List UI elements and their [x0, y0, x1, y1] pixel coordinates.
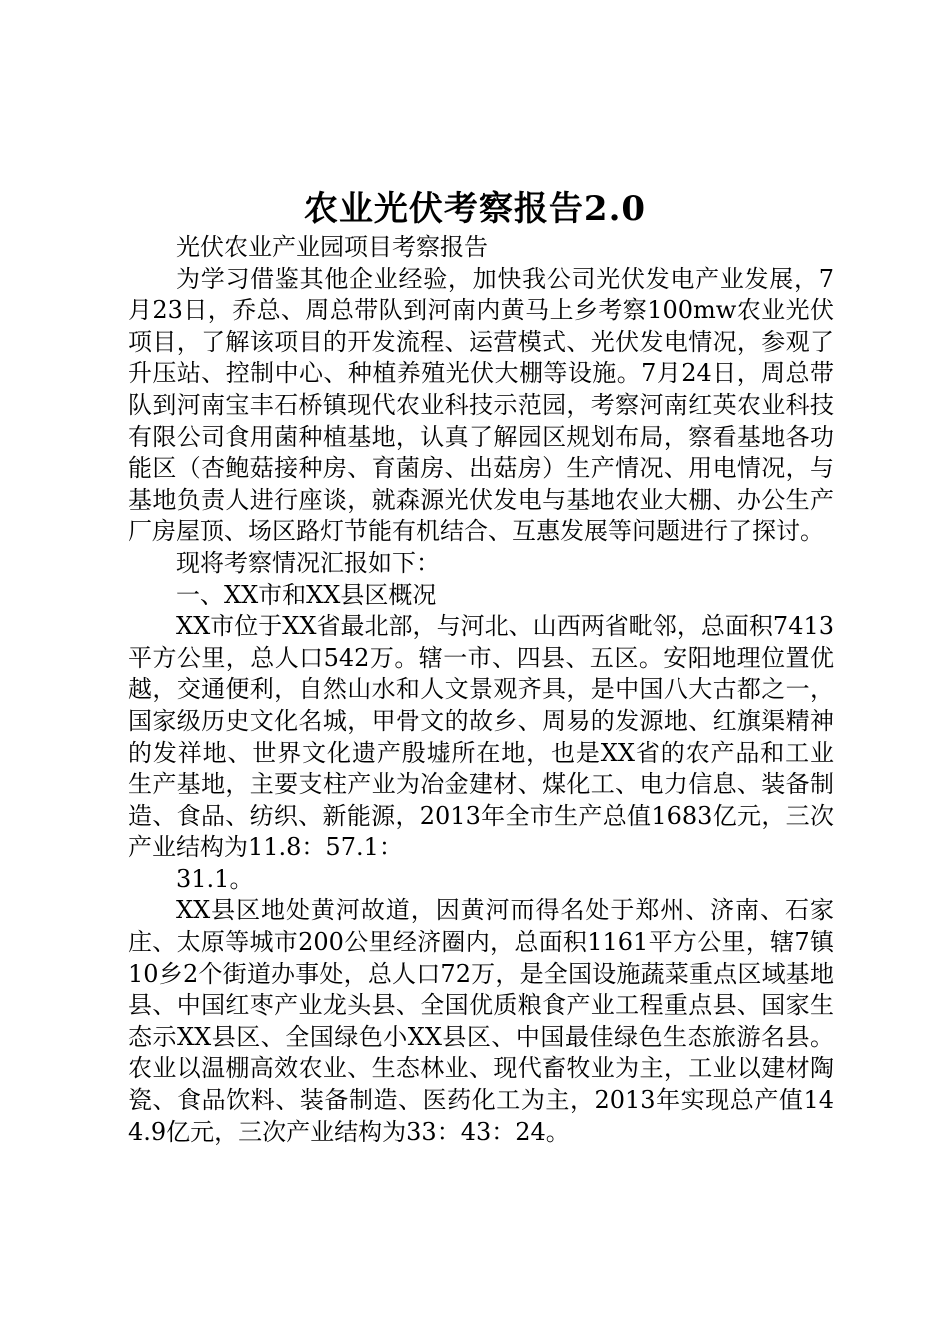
paragraph-subtitle: 光伏农业产业园项目考察报告: [176, 233, 488, 261]
paragraph-county-overview: XX县区地处黄河故道，因黄河而得名处于郑州、济南、石家庄、太原等城市200公里经济圈内，总面积1161平方公里，辖7镇10乡2个街道办事处，总人口72万，是全国设施蔬菜重点区域基地县、中国红枣产业龙头县、全国优质粮食产业工程重点县、国家生态示XX县区、全国绿色小XX县区、中国最佳绿色生态旅游名县。农业以温棚高效农业、生态林业、现代畜牧业为主，工业以建材陶瓷、食品饮料、装备制造、医药化工为主，2013年实现总产值144.9亿元，三次产业结构为33：43：24。: [128, 896, 834, 1146]
document-body: [128, 232, 834, 1148]
paragraph-section-heading: 一、XX市和XX县区概况: [176, 580, 437, 609]
paragraph-report-lead: 现将考察情况汇报如下：: [176, 548, 440, 577]
paragraph-intro: 为学习借鉴其他企业经验，加快我公司光伏发电产业发展，7月23日，乔总、周总带队到河南内黄马上乡考察100mw农业光伏项目，了解该项目的开发流程、运营模式、光伏发电情况，参观了升压站、控制中心、种植养殖光伏大棚等设施。7月24日，周总带队到河南宝丰石桥镇现代农业科技示范园，考察河南红英农业科技有限公司食用菌种植基地，认真了解园区规划布局，察看基地各功能区（杏鲍菇接种房、育菌房、出菇房）生产情况、用电情况，与基地负责人进行座谈，就森源光伏发电与基地农业大棚、办公生产厂房屋顶、场区路灯节能有机结合、互惠发展等问题进行了探讨。: [128, 264, 834, 546]
paragraph-city-overview-end: 31.1。: [176, 864, 254, 893]
paragraph-city-overview: XX市位于XX省最北部，与河北、山西两省毗邻，总面积7413平方公里，总人口542万。辖一市、四县、五区。安阳地理位置优越，交通便利，自然山水和人文景观齐具，是中国八大古都之一，国家级历史文化名城，甲骨文的故乡、周易的发源地、红旗渠精神的发祥地、世界文化遗产殷墟所在地，也是XX省的农产品和工业生产基地，主要支柱产业为冶金建材、煤化工、电力信息、装备制造、食品、纺织、新能源，2013年全市生产总值1683亿元，三次产业结构为11.8：57.1：: [128, 612, 834, 862]
document-title: 农业光伏考察报告2.0: [303, 189, 647, 229]
